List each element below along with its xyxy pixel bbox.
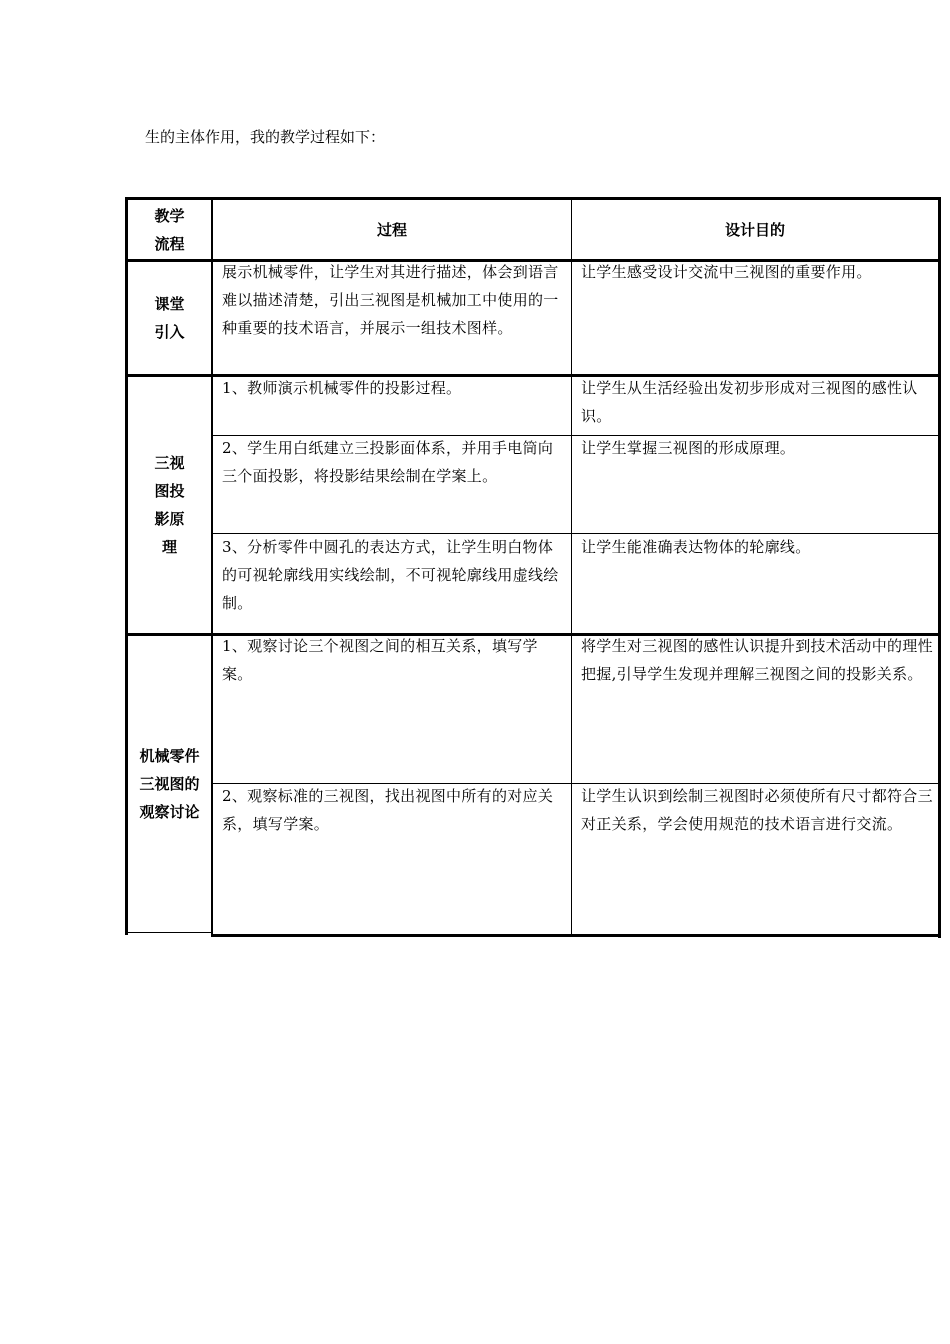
stage-column-divider xyxy=(211,197,213,937)
purpose-column-divider xyxy=(571,200,572,935)
header-stage: 教学 流程 xyxy=(154,206,185,253)
process-cell: 2、观察标准的三视图，找出视图中所有的对应关系，填写学案。 xyxy=(222,787,554,833)
purpose-cell: 将学生对三视图的感性认识提升到技术活动中的理性把握,引导学生发现并理解三视图之间的投影关系。 xyxy=(581,637,933,683)
process-cell: 1、观察讨论三个视图之间的相互关系，填写学案。 xyxy=(222,637,538,683)
stage-cell: 机械零件 三视图的 观察讨论 xyxy=(139,747,200,821)
process-cell: 1、教师演示机械零件的投影过程。 xyxy=(222,379,462,397)
purpose-cell: 让学生能准确表达物体的轮廓线。 xyxy=(581,538,811,556)
table-border-right xyxy=(938,197,941,938)
stage-cell: 三视 图投 影原 理 xyxy=(154,454,185,556)
stage-cell: 课堂 引入 xyxy=(154,295,185,341)
purpose-cell: 让学生感受设计交流中三视图的重要作用。 xyxy=(581,263,872,281)
intro-paragraph: 生的主体作用，我的教学过程如下： xyxy=(145,128,386,146)
header-purpose: 设计目的 xyxy=(724,220,785,239)
purpose-cell: 让学生从生活经验出发初步形成对三视图的感性认识。 xyxy=(581,379,918,425)
process-cell: 3、分析零件中圆孔的表达方式，让学生明白物体的可视轮廓线用实线绘制，不可视轮廓线用虚线绘制。 xyxy=(222,538,559,612)
table-border-bottom-left xyxy=(125,932,212,933)
header-process: 过程 xyxy=(376,220,407,239)
process-cell: 展示机械零件，让学生对其进行描述，体会到语言难以描述清楚，引出三视图是机械加工中使用的一种重要的技术语言，并展示一组技术图样。 xyxy=(222,263,559,337)
table-border-bottom xyxy=(212,934,941,937)
purpose-cell: 让学生认识到绘制三视图时必须使所有尺寸都符合三对正关系，学会使用规范的技术语言进行交流。 xyxy=(581,787,933,833)
purpose-cell: 让学生掌握三视图的形成原理。 xyxy=(581,439,796,457)
process-cell: 2、学生用白纸建立三投影面体系，并用手电筒向三个面投影，将投影结果绘制在学案上。 xyxy=(222,439,554,485)
